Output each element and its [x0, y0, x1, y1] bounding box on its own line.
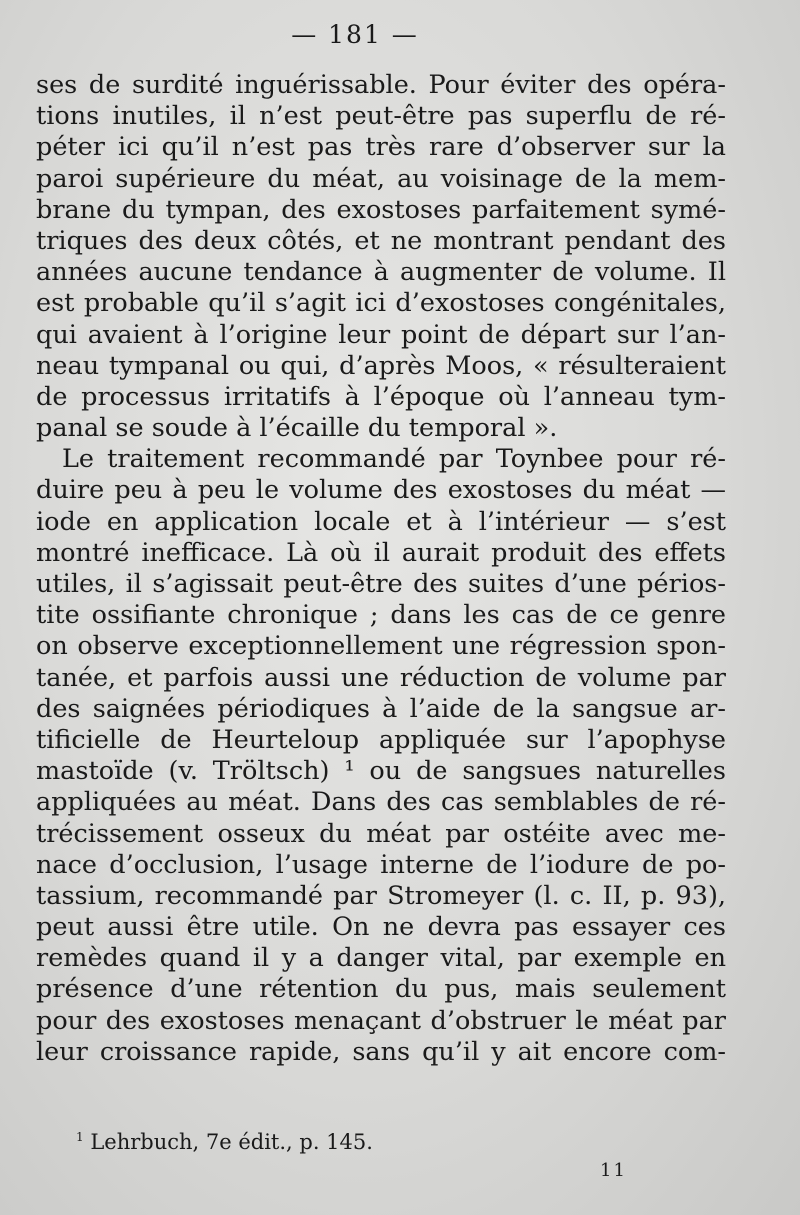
text-line: Le traitement recommandé par Toynbee pour ré-: [62, 444, 726, 475]
text-line: paroi supérieure du méat, au voisinage de la mem-: [36, 163, 726, 194]
text-line: nace d’occlusion, l’usage interne de l’iodure de po-: [36, 849, 726, 880]
text-line: peut aussi être utile. On ne devra pas essayer ces: [36, 912, 726, 943]
body-text: [36, 70, 726, 1068]
footnote: [76, 1130, 373, 1154]
text-line: tanée, et parfois aussi une réduction de volume par: [36, 662, 726, 693]
text-line: triques des deux côtés, et ne montrant pendant des: [36, 225, 726, 256]
text-line: ses de surdité inguérissable. Pour éviter des opéra-: [36, 70, 726, 100]
text-line: présence d’une rétention du pus, mais seulement: [36, 974, 726, 1005]
signature-mark: 11: [600, 1160, 627, 1181]
text-line: on observe exceptionnellement une régression spon-: [36, 631, 726, 662]
text-line: remèdes quand il y a danger vital, par exemple en: [36, 943, 726, 974]
footnote-text: Lehrbuch, 7e édit., p. 145.: [90, 1130, 373, 1154]
text-line: montré inefficace. Là où il aurait produit des effets: [36, 537, 726, 568]
text-line: tite ossifiante chronique ; dans les cas de ce genre: [36, 600, 726, 631]
text-line: tificielle de Heurteloup appliquée sur l’apophyse: [36, 724, 726, 755]
text-line: péter ici qu’il n’est pas très rare d’observer sur la: [36, 132, 726, 163]
text-line: brane du tympan, des exostoses parfaitement symé-: [36, 194, 726, 225]
text-line: panal se soude à l’écaille du temporal ».: [36, 413, 558, 444]
text-line: appliquées au méat. Dans des cas semblables de ré-: [36, 787, 726, 818]
footnote-marker: 1: [76, 1130, 84, 1144]
text-line: pour des exostoses menaçant d’obstruer le méat par: [36, 1005, 726, 1036]
text-line: iode en application locale et à l’intérieur — s’est: [36, 506, 726, 537]
text-line: de processus irritatifs à l’époque où l’anneau tym-: [36, 381, 726, 412]
text-line: duire peu à peu le volume des exostoses du méat —: [36, 475, 726, 506]
text-line: utiles, il s’agissait peut-être des suites d’une périos-: [36, 569, 726, 599]
text-line: est probable qu’il s’agit ici d’exostoses congénitales,: [36, 288, 726, 319]
text-line: neau tympanal ou qui, d’après Moos, « résulteraient: [36, 350, 726, 381]
text-line: tassium, recommandé par Stromeyer (l. c. II, p. 93),: [36, 880, 726, 911]
text-line: trécissement osseux du méat par ostéite avec me-: [36, 818, 726, 849]
text-line: années aucune tendance à augmenter de volume. Il: [36, 257, 726, 288]
text-line: des saignées périodiques à l’aide de la sangsue ar-: [36, 693, 726, 724]
text-line: leur croissance rapide, sans qu’il y ait encore com-: [36, 1036, 726, 1067]
text-line: mastoïde (v. Tröltsch) ¹ ou de sangsues naturelles: [36, 756, 726, 787]
text-line: qui avaient à l’origine leur point de départ sur l’an-: [36, 319, 726, 350]
page-number: — 181 —: [291, 20, 419, 49]
text-line: tions inutiles, il n’est peut-être pas superflu de ré-: [36, 101, 726, 132]
